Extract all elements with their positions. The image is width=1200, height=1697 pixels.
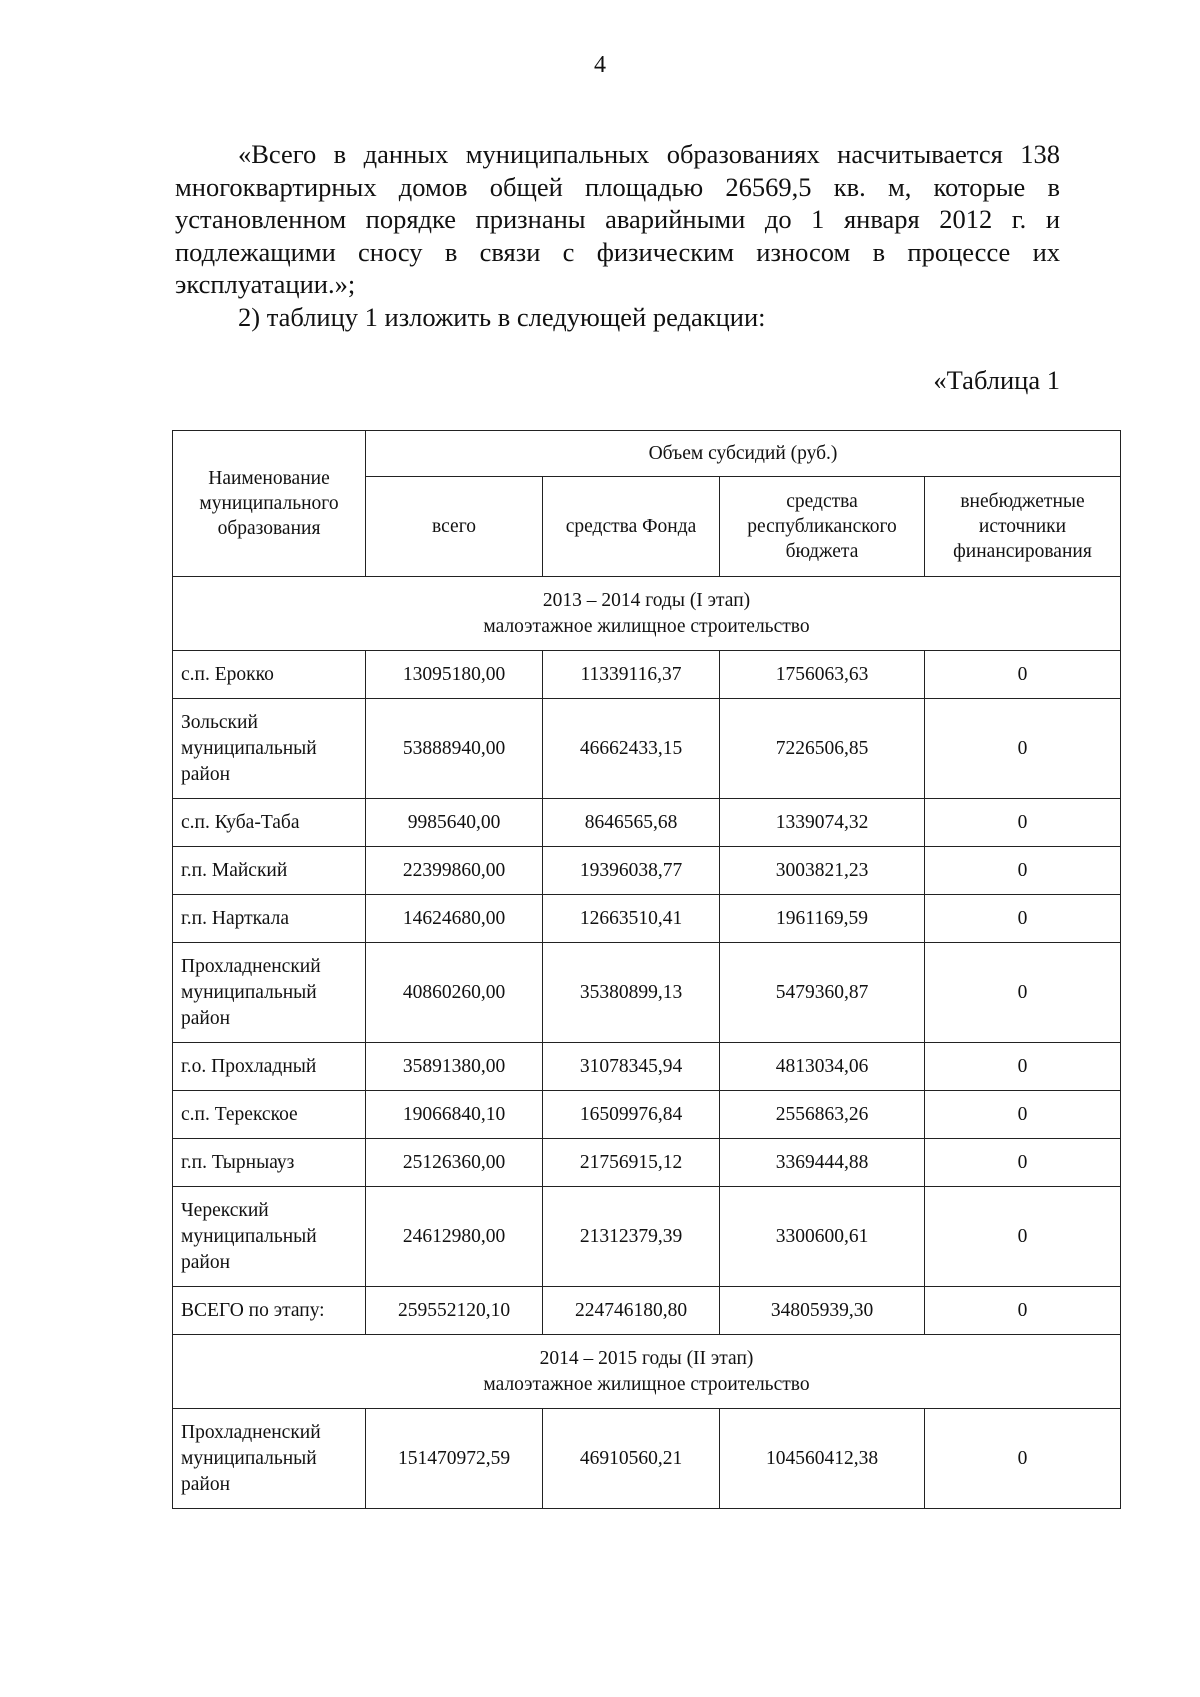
paragraph-instruction: 2) таблицу 1 изложить в следующей редакции: bbox=[238, 301, 766, 332]
row-total: 13095180,00 bbox=[366, 651, 543, 699]
row-offbudget: 0 bbox=[925, 1139, 1121, 1187]
page-number: 4 bbox=[594, 52, 606, 78]
row-total: 40860260,00 bbox=[366, 943, 543, 1043]
row-fund: 31078345,94 bbox=[543, 1043, 720, 1091]
row-republic: 3003821,23 bbox=[720, 847, 925, 895]
table-row bbox=[173, 699, 1121, 799]
header-fund: средства Фонда bbox=[543, 477, 720, 577]
row-republic: 3300600,61 bbox=[720, 1187, 925, 1287]
row-name: г.п. Нарткала bbox=[173, 895, 366, 943]
table-row bbox=[173, 1043, 1121, 1091]
table-header bbox=[173, 431, 1121, 577]
row-total: 53888940,00 bbox=[366, 699, 543, 799]
stage1-total-row bbox=[173, 1287, 1121, 1335]
header-offbudget: внебюджетные источники финансирования bbox=[925, 477, 1121, 577]
row-offbudget: 0 bbox=[925, 847, 1121, 895]
row-republic: 4813034,06 bbox=[720, 1043, 925, 1091]
row-offbudget: 0 bbox=[925, 1043, 1121, 1091]
row-total: 151470972,59 bbox=[366, 1409, 543, 1509]
stage1-title: 2013 – 2014 годы (I этап) bbox=[542, 589, 751, 611]
row-fund: 8646565,68 bbox=[543, 799, 720, 847]
row-total: 22399860,00 bbox=[366, 847, 543, 895]
stage1-heading bbox=[173, 577, 1121, 651]
subsidy-table bbox=[172, 430, 1121, 1509]
header-subsidy-group: Объем субсидий (руб.) bbox=[366, 431, 1121, 477]
table-row bbox=[173, 1091, 1121, 1139]
row-name: Прохладненский муниципальный район bbox=[173, 943, 366, 1043]
row-total: 19066840,10 bbox=[366, 1091, 543, 1139]
total-republic: 34805939,30 bbox=[720, 1287, 925, 1335]
stage2-heading bbox=[173, 1335, 1121, 1409]
total-sum: 259552120,10 bbox=[366, 1287, 543, 1335]
stage1-heading-row bbox=[173, 577, 1121, 651]
row-offbudget: 0 bbox=[925, 699, 1121, 799]
total-fund: 224746180,80 bbox=[543, 1287, 720, 1335]
row-fund: 19396038,77 bbox=[543, 847, 720, 895]
total-offbudget: 0 bbox=[925, 1287, 1121, 1335]
table-row bbox=[173, 847, 1121, 895]
row-total: 24612980,00 bbox=[366, 1187, 543, 1287]
stage2-subtitle: малоэтажное жилищное строительство bbox=[483, 1373, 810, 1395]
total-label: ВСЕГО по этапу: bbox=[173, 1287, 366, 1335]
row-offbudget: 0 bbox=[925, 1409, 1121, 1509]
row-name: Черекский муниципальный район bbox=[173, 1187, 366, 1287]
row-offbudget: 0 bbox=[925, 1187, 1121, 1287]
row-name: с.п. Ерокко bbox=[173, 651, 366, 699]
row-fund: 12663510,41 bbox=[543, 895, 720, 943]
row-fund: 21312379,39 bbox=[543, 1187, 720, 1287]
table-row bbox=[173, 799, 1121, 847]
row-name: г.п. Тырныауз bbox=[173, 1139, 366, 1187]
body-text bbox=[175, 138, 1060, 333]
row-offbudget: 0 bbox=[925, 943, 1121, 1043]
row-fund: 21756915,12 bbox=[543, 1139, 720, 1187]
table-caption: «Таблица 1 bbox=[933, 365, 1060, 395]
row-fund: 46662433,15 bbox=[543, 699, 720, 799]
row-fund: 16509976,84 bbox=[543, 1091, 720, 1139]
table-row bbox=[173, 651, 1121, 699]
row-total: 35891380,00 bbox=[366, 1043, 543, 1091]
row-fund: 46910560,21 bbox=[543, 1409, 720, 1509]
row-republic: 1756063,63 bbox=[720, 651, 925, 699]
row-offbudget: 0 bbox=[925, 799, 1121, 847]
table-row bbox=[173, 1187, 1121, 1287]
row-republic: 5479360,87 bbox=[720, 943, 925, 1043]
row-name: Зольский муниципальный район bbox=[173, 699, 366, 799]
row-total: 14624680,00 bbox=[366, 895, 543, 943]
table-row bbox=[173, 943, 1121, 1043]
row-fund: 35380899,13 bbox=[543, 943, 720, 1043]
row-name: г.п. Майский bbox=[173, 847, 366, 895]
row-offbudget: 0 bbox=[925, 1091, 1121, 1139]
row-offbudget: 0 bbox=[925, 895, 1121, 943]
row-total: 25126360,00 bbox=[366, 1139, 543, 1187]
row-offbudget: 0 bbox=[925, 651, 1121, 699]
table-row bbox=[173, 1139, 1121, 1187]
row-republic: 1339074,32 bbox=[720, 799, 925, 847]
row-fund: 11339116,37 bbox=[543, 651, 720, 699]
row-republic: 2556863,26 bbox=[720, 1091, 925, 1139]
row-republic: 3369444,88 bbox=[720, 1139, 925, 1187]
row-republic: 104560412,38 bbox=[720, 1409, 925, 1509]
stage2-title: 2014 – 2015 годы (II этап) bbox=[539, 1347, 754, 1369]
stage1-subtitle: малоэтажное жилищное строительство bbox=[483, 615, 810, 637]
table-row bbox=[173, 1409, 1121, 1509]
table-row bbox=[173, 895, 1121, 943]
header-name: Наименование муниципального образования bbox=[173, 431, 366, 577]
row-name: Прохладненский муниципальный район bbox=[173, 1409, 366, 1509]
paragraph-intro: «Всего в данных муниципальных образованиях насчитывается 138 многоквартирных домов общей площадью 26569,5 кв. м, которые в установленном порядке признаны аварийными до 1 января 2012 г. и подлежащими сносу в связи с физическим износом в процессе их эксплуатации.»; bbox=[175, 139, 1060, 299]
header-republic: средства республиканского бюджета bbox=[720, 477, 925, 577]
row-republic: 7226506,85 bbox=[720, 699, 925, 799]
row-name: с.п. Терекское bbox=[173, 1091, 366, 1139]
row-name: с.п. Куба-Таба bbox=[173, 799, 366, 847]
row-name: г.о. Прохладный bbox=[173, 1043, 366, 1091]
header-total: всего bbox=[366, 477, 543, 577]
stage2-heading-row bbox=[173, 1335, 1121, 1409]
row-total: 9985640,00 bbox=[366, 799, 543, 847]
row-republic: 1961169,59 bbox=[720, 895, 925, 943]
